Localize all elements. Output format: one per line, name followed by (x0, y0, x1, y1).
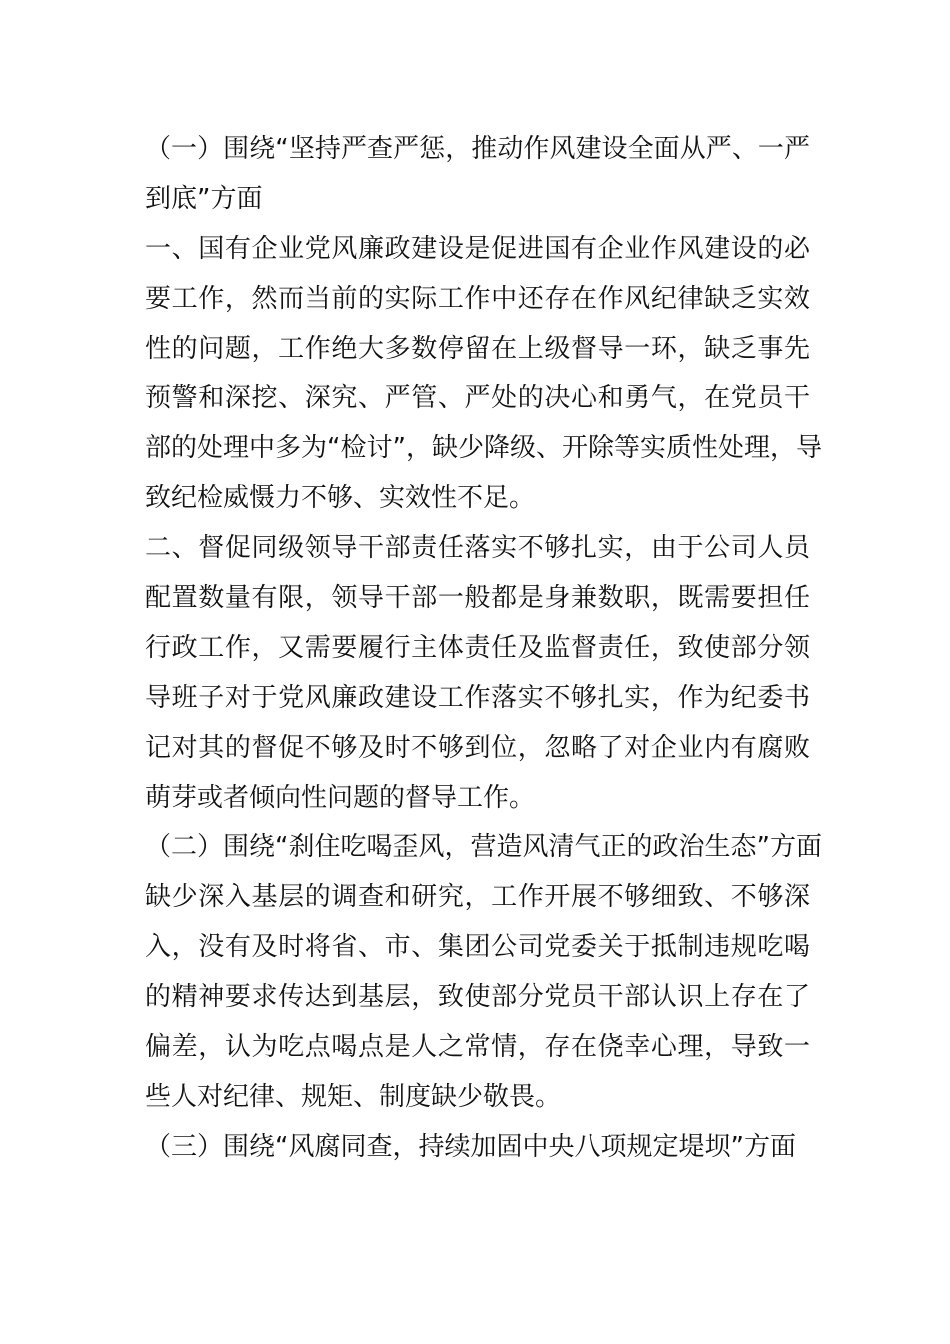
text-line: 些人对纪律、规矩、制度缺少敬畏。 (145, 1081, 562, 1112)
text-line: （一）围绕“坚持严查严惩，推动作风建设全面从严、一严 (145, 134, 810, 164)
body-paragraph (145, 225, 822, 524)
text-line: 缺少深入基层的调查和研究，工作开展不够细致、不够深 (145, 882, 810, 913)
text-line: 一、国有企业党风廉政建设是促进国有企业作风建设的必 (145, 233, 810, 264)
text-line: 配置数量有限，领导干部一般都是身兼数职，既需要担任 (145, 583, 810, 614)
document-page (145, 125, 822, 1173)
section-heading (145, 823, 822, 873)
text-line: 部的处理中多为“检讨”，缺少降级、开除等实质性处理，导 (145, 433, 822, 464)
text-line: 性的问题，工作绝大多数停留在上级督导一环，缺乏事先 (145, 333, 810, 364)
body-paragraph (145, 524, 810, 823)
text-line: 行政工作，又需要履行主体责任及监督责任，致使部分领 (145, 632, 810, 663)
text-line: 致纪检威慑力不够、实效性不足。 (145, 483, 536, 514)
text-line: 偏差，认为吃点喝点是人之常情，存在侥幸心理，导致一 (145, 1032, 810, 1063)
text-line: 预警和深挖、深究、严管、严处的决心和勇气，在党员干 (145, 383, 810, 414)
text-line: 到底”方面 (145, 183, 263, 214)
text-line: 记对其的督促不够及时不够到位，忽略了对企业内有腐败 (145, 732, 810, 763)
text-line: 要工作，然而当前的实际工作中还存在作风纪律缺乏实效 (145, 283, 810, 314)
text-line: 萌芽或者倾向性问题的督导工作。 (145, 782, 536, 813)
section-heading (145, 125, 810, 225)
body-paragraph (145, 873, 810, 1122)
section-heading (145, 1123, 810, 1173)
text-line: （二）围绕“刹住吃喝歪风，营造风清气正的政治生态”方面 (145, 832, 822, 863)
text-line: 导班子对于党风廉政建设工作落实不够扎实，作为纪委书 (145, 682, 810, 713)
text-line: 二、督促同级领导干部责任落实不够扎实，由于公司人员 (145, 533, 810, 564)
text-line: 入，没有及时将省、市、集团公司党委关于抵制违规吃喝 (145, 932, 810, 963)
text-line: （三）围绕“风腐同查，持续加固中央八项规定堤坝”方面 (145, 1131, 796, 1162)
text-line: 的精神要求传达到基层，致使部分党员干部认识上存在了 (145, 982, 810, 1013)
